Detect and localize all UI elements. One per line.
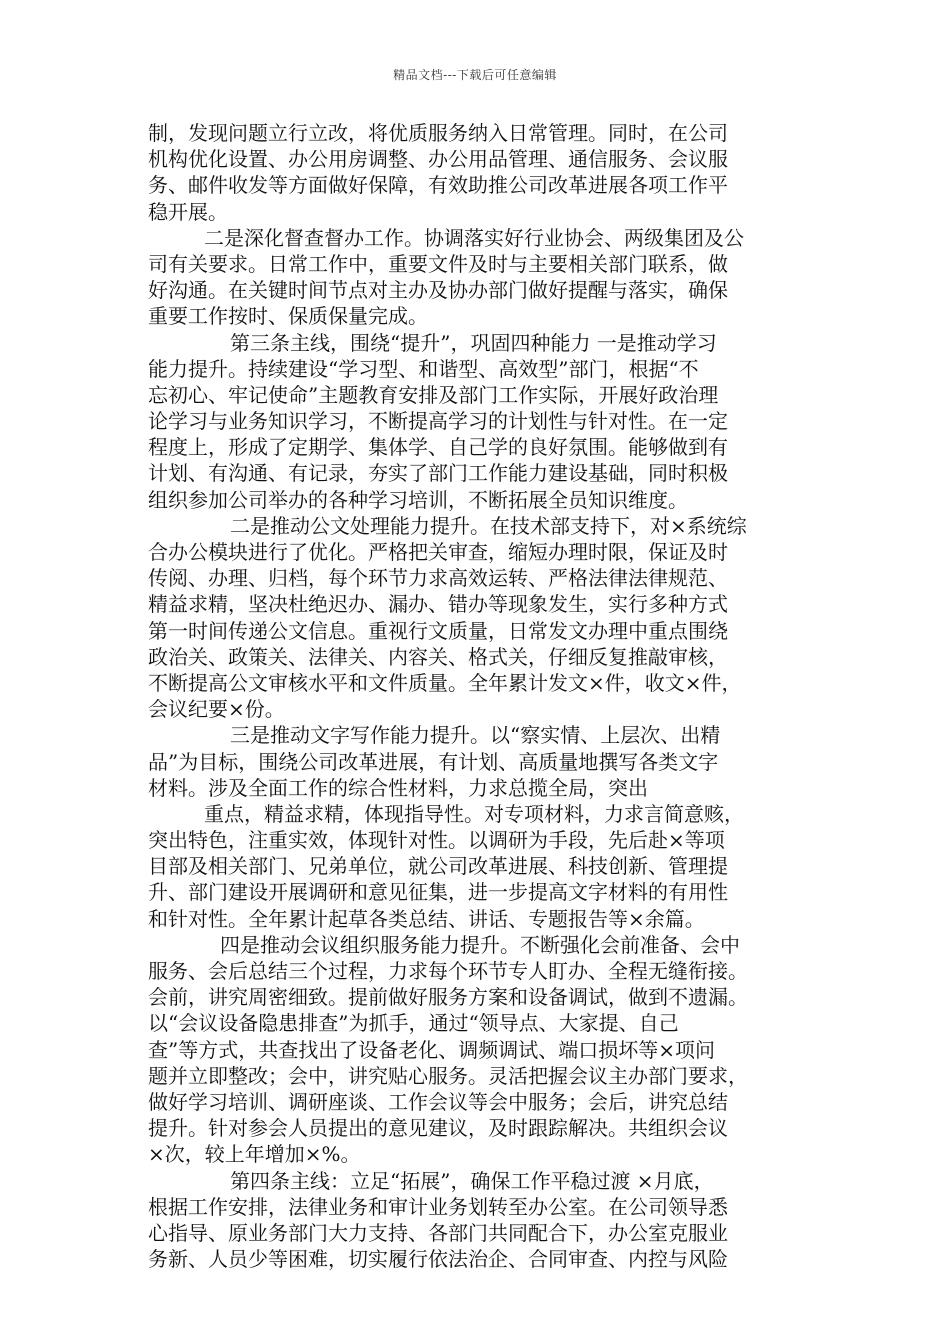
text-line: 做好学习培训、调研座谈、工作会议等会中服务；会后，讲究总结 xyxy=(148,1089,728,1114)
text-line: 机构优化设置、办公用房调整、办公用品管理、通信服务、会议服 xyxy=(148,147,728,172)
text-line: 根据工作安排，法律业务和审计业务划转至办公室。在公司领导悉 xyxy=(148,1194,728,1219)
text-line: 论学习与业务知识学习，不断提高学习的计划性与针对性。在一定 xyxy=(148,409,728,434)
text-line: 目部及相关部门、兄弟单位，就公司改革进展、科技创新、管理提 xyxy=(148,854,728,879)
text-line: 制，发现问题立行立改，将优质服务纳入日常管理。同时，在公司 xyxy=(148,121,728,145)
text-line: 第一时间传递公文信息。重视行文质量，日常发文办理中重点围绕 xyxy=(148,618,728,643)
text-line: 品”为目标，围绕公司改革进展，有计划、高质量地撰写各类文字 xyxy=(148,749,719,774)
text-line: 合办公模块进行了优化。严格把关审查，缩短办理时限，保证及时 xyxy=(148,540,728,564)
text-line: 材料。涉及全面工作的综合性材料，力求总揽全局，突出 xyxy=(148,775,648,800)
text-line: 服务、会后总结三个过程，力求每个环节专人盯办、全程无缝衔接。 xyxy=(148,959,748,983)
text-line: 升、部门建设开展调研和意见征集，进一步提高文字材料的有用性 xyxy=(148,880,728,905)
text-line: 提升。针对参会人员提出的意见建议，及时跟踪解决。共组织会议 xyxy=(148,1116,728,1141)
text-line: 二是推动公文处理能力提升。在技术部支持下，对×系统综 xyxy=(230,513,747,538)
text-line: 务新、人员少等困难，切实履行依法治企、合同审查、内控与风险 xyxy=(148,1247,728,1272)
text-line: 传阅、办理、归档，每个环节力求高效运转、严格法律法律规范、 xyxy=(148,566,728,591)
text-line: 会议纪要×份。 xyxy=(148,697,285,722)
text-line: ×次，较上年增加×%。 xyxy=(148,1142,361,1167)
text-line: 重要工作按时、保质保量完成。 xyxy=(148,304,428,329)
text-line: 司有关要求。日常工作中，重要文件及时与主要相关部门联系，做 xyxy=(148,251,728,276)
text-line: 政治关、政策关、法律关、内容关、格式关，仔细反复推敲审核， xyxy=(148,644,728,669)
text-line: 突出特色，注重实效，体现针对性。以调研为手段，先后赴×等项 xyxy=(148,828,725,853)
text-line: 和针对性。全年累计起草各类总结、讲话、专题报告等×余篇。 xyxy=(148,906,705,931)
text-line: 忘初心、牢记使命”主题教育安排及部门工作实际，开展好政治理 xyxy=(148,382,719,407)
text-line: 务、邮件收发等方面做好保障，有效助推公司改革进展各项工作平 xyxy=(148,173,728,198)
text-line: 二是深化督查督办工作。协调落实好行业协会、两级集团及公 xyxy=(204,225,744,250)
text-line: 程度上，形成了定期学、集体学、自己学的良好氛围。能够做到有 xyxy=(148,435,728,460)
text-line: 第四条主线：立足“拓展”，确保工作平稳过渡 ×月底， xyxy=(230,1168,714,1193)
text-line: 题并立即整改；会中，讲究贴心服务。灵活把握会议主办部门要求， xyxy=(148,1063,748,1088)
text-line: 不断提高公文审核水平和文件质量。全年累计发文×件，收文×件， xyxy=(148,670,742,695)
text-line: 好沟通。在关键时间节点对主办及协办部门做好提醒与落实，确保 xyxy=(148,278,728,303)
text-line: 稳开展。 xyxy=(148,199,228,224)
text-line: 重点，精益求精，体现指导性。对专项材料，力求言简意赅， xyxy=(204,801,744,826)
text-line: 能力提升。持续建设“学习型、和谐型、高效型”部门，根据“不 xyxy=(148,356,699,381)
page-header: 精品文档---下载后可任意编辑 xyxy=(393,68,557,82)
text-line: 第三条主线，围绕“提升”，巩固四种能力 一是推动学习 xyxy=(230,330,717,355)
text-line: 会前，讲究周密细致。提前做好服务方案和设备调试，做到不遗漏。 xyxy=(148,985,748,1010)
text-line: 心指导、原业务部门大力支持、各部门共同配合下，办公室克服业 xyxy=(148,1220,728,1245)
text-line: 组织参加公司举办的各种学习培训，不断拓展全员知识维度。 xyxy=(148,487,688,512)
text-line: 计划、有沟通、有记录，夯实了部门工作能力建设基础，同时积极 xyxy=(148,461,728,486)
text-line: 以“会议设备隐患排查”为抓手，通过“领导点、大家提、自己 xyxy=(148,1011,679,1036)
text-line: 精益求精，坚决杜绝迟办、漏办、错办等现象发生，实行多种方式 xyxy=(148,592,728,617)
document-body xyxy=(148,120,810,1272)
text-line: 四是推动会议组织服务能力提升。不断强化会前准备、会中 xyxy=(220,932,740,957)
text-line: 三是推动文字写作能力提升。以“察实情、上层次、出精 xyxy=(230,723,721,748)
text-line: 查”等方式，共查找出了设备老化、调频调试、端口损坏等×项问 xyxy=(148,1037,715,1062)
